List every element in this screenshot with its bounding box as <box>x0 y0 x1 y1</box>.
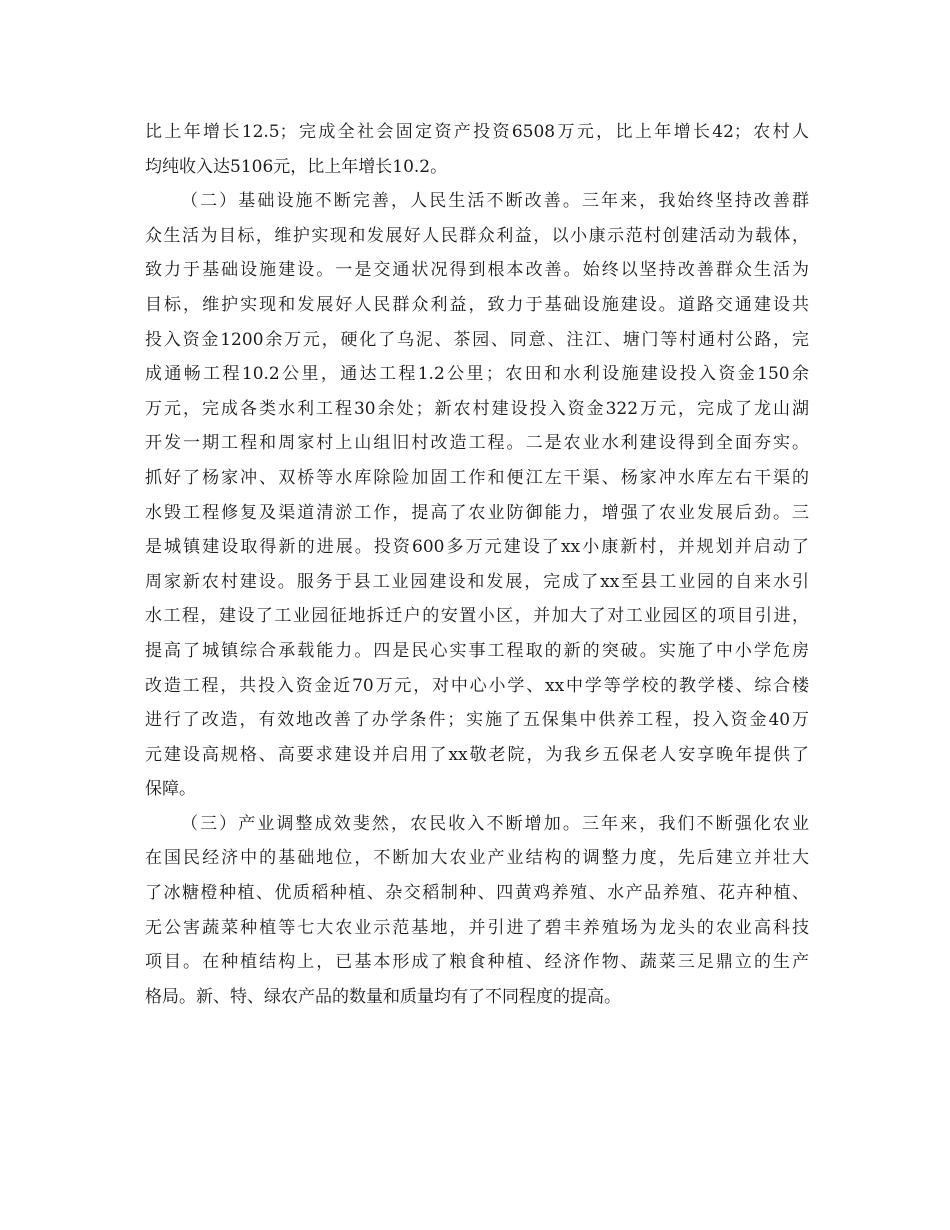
text-line: 改造工程，共投入资金近70万元，对中心小学、xx中学等学校的教学楼、综合楼 <box>145 675 809 696</box>
text-line: 无公害蔬菜种植等七大农业示范基地，并引进了碧丰养殖场为龙头的农业高科技 <box>145 917 809 938</box>
text-line: （二）基础设施不断完善，人民生活不断改善。三年来，我始终坚持改善群 <box>181 191 809 212</box>
text-line: 在国民经济中的基础地位，不断加大农业产业结构的调整力度，先后建立并壮大 <box>145 848 809 869</box>
text-line: 水工程，建设了工业园征地拆迁户的安置小区，并加大了对工业园区的项目引进， <box>145 606 809 627</box>
text-line: 比上年增长12.5；完成全社会固定资产投资6508万元，比上年增长42；农村人 <box>145 122 809 142</box>
text-line: 抓好了杨家冲、双桥等水库除险加固工作和便江左干渠、杨家冲水库左右干渠的 <box>145 467 809 488</box>
text-line: 目标，维护实现和发展好人民群众利益，致力于基础设施建设。道路交通建设共 <box>145 294 809 315</box>
text-line: 众生活为目标，维护实现和发展好人民群众利益，以小康示范村创建活动为载体， <box>145 225 809 246</box>
paragraph-2 <box>145 184 809 807</box>
text-line: 了冰糖橙种植、优质稻种植、杂交稻制种、四黄鸡养殖、水产品养殖、花卉种植、 <box>145 883 809 904</box>
text-line: 项目。在种植结构上，已基本形成了粮食种植、经济作物、蔬菜三足鼎立的生产 <box>145 952 809 973</box>
text-line: 元建设高规格、高要求建设并启用了xx敬老院，为我乡五保老人安享晚年提供了 <box>145 744 809 765</box>
paragraph-3 <box>145 807 809 1015</box>
text-line: 开发一期工程和周家村上山组旧村改造工程。二是农业水利建设得到全面夯实。 <box>145 433 809 454</box>
text-line: 万元，完成各类水利工程30余处；新农村建设投入资金322万元，完成了龙山湖 <box>145 398 809 419</box>
text-line: 格局。新、特、绿农产品的数量和质量均有了不同程度的提高。 <box>145 986 621 1007</box>
paragraph-1 <box>145 115 809 184</box>
text-line: 致力于基础设施建设。一是交通状况得到根本改善。始终以坚持改善群众生活为 <box>145 260 809 281</box>
text-line: 保障。 <box>145 779 196 800</box>
text-line: 是城镇建设取得新的进展。投资600多万元建设了xx小康新村，并规划并启动了 <box>145 537 809 558</box>
text-line: 水毁工程修复及渠道清淤工作，提高了农业防御能力，增强了农业发展后劲。三 <box>145 502 809 523</box>
text-line: 提高了城镇综合承载能力。四是民心实事工程取的新的突破。实施了中小学危房 <box>145 640 809 661</box>
text-line: 成通畅工程10.2公里，通达工程1.2公里；农田和水利设施建设投入资金150余 <box>145 364 809 385</box>
text-line: 均纯收入达5106元，比上年增长10.2。 <box>145 156 448 177</box>
text-line: 周家新农村建设。服务于县工业园建设和发展，完成了xx至县工业园的自来水引 <box>145 571 809 592</box>
text-line: （三）产业调整成效斐然，农民收入不断增加。三年来，我们不断强化农业 <box>181 813 809 834</box>
text-line: 进行了改造，有效地改善了办学条件；实施了五保集中供养工程，投入资金40万 <box>145 710 809 731</box>
text-line: 投入资金1200余万元，硬化了乌泥、茶园、同意、注江、塘门等村通村公路，完 <box>145 329 809 350</box>
document-page <box>145 115 809 1014</box>
